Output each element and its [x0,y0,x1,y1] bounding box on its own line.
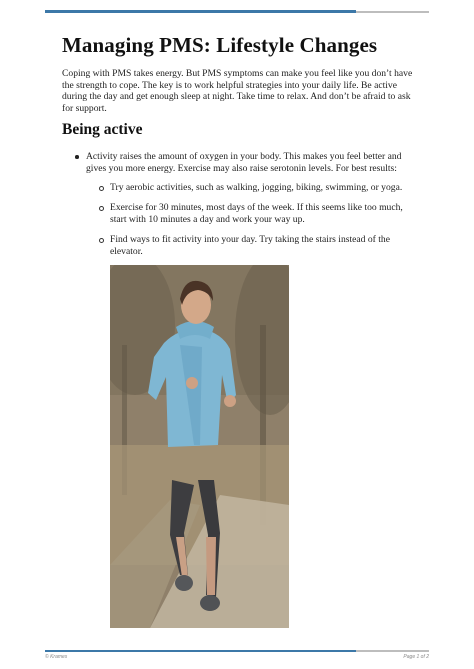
header-rule-accent [45,10,356,13]
footer-rule-accent [45,650,356,652]
header-rule-grey [356,11,429,13]
sub-list-item: Find ways to fit activity into your day. Try taking the stairs instead of the elevator. [110,234,410,257]
header-rule [45,10,429,13]
footer-page-number: Page 1 of 2 [403,654,429,660]
sub-list-item: Exercise for 30 minutes, most days of the week. If this seems like too much, start with 10 minutes a day and work your way up. [110,202,410,225]
footer-rule-grey [356,650,429,652]
intro-paragraph: Coping with PMS takes energy. But PMS symptoms can make you feel like you don’t have the strength to cope. The key is to work helpful strategies into your daily life. Be active during the day and get enough sleep at night. Take time to relax. And don’t be afraid to ask for support. [62,68,413,114]
list-item: Activity raises the amount of oxygen in your body. This makes you feel better and gives you more energy. Exercise may also raise serotonin levels. For best results: [86,151,416,174]
jogging-woman-photo [110,265,289,628]
sub-list-item: Try aerobic activities, such as walking, jogging, biking, swimming, or yoga. [110,182,410,194]
photo-illustration [110,265,289,628]
section-heading: Being active [62,121,143,138]
footer-rule [45,650,429,652]
page-title: Managing PMS: Lifestyle Changes [62,33,378,57]
footer-copyright: © Krames [45,654,68,660]
